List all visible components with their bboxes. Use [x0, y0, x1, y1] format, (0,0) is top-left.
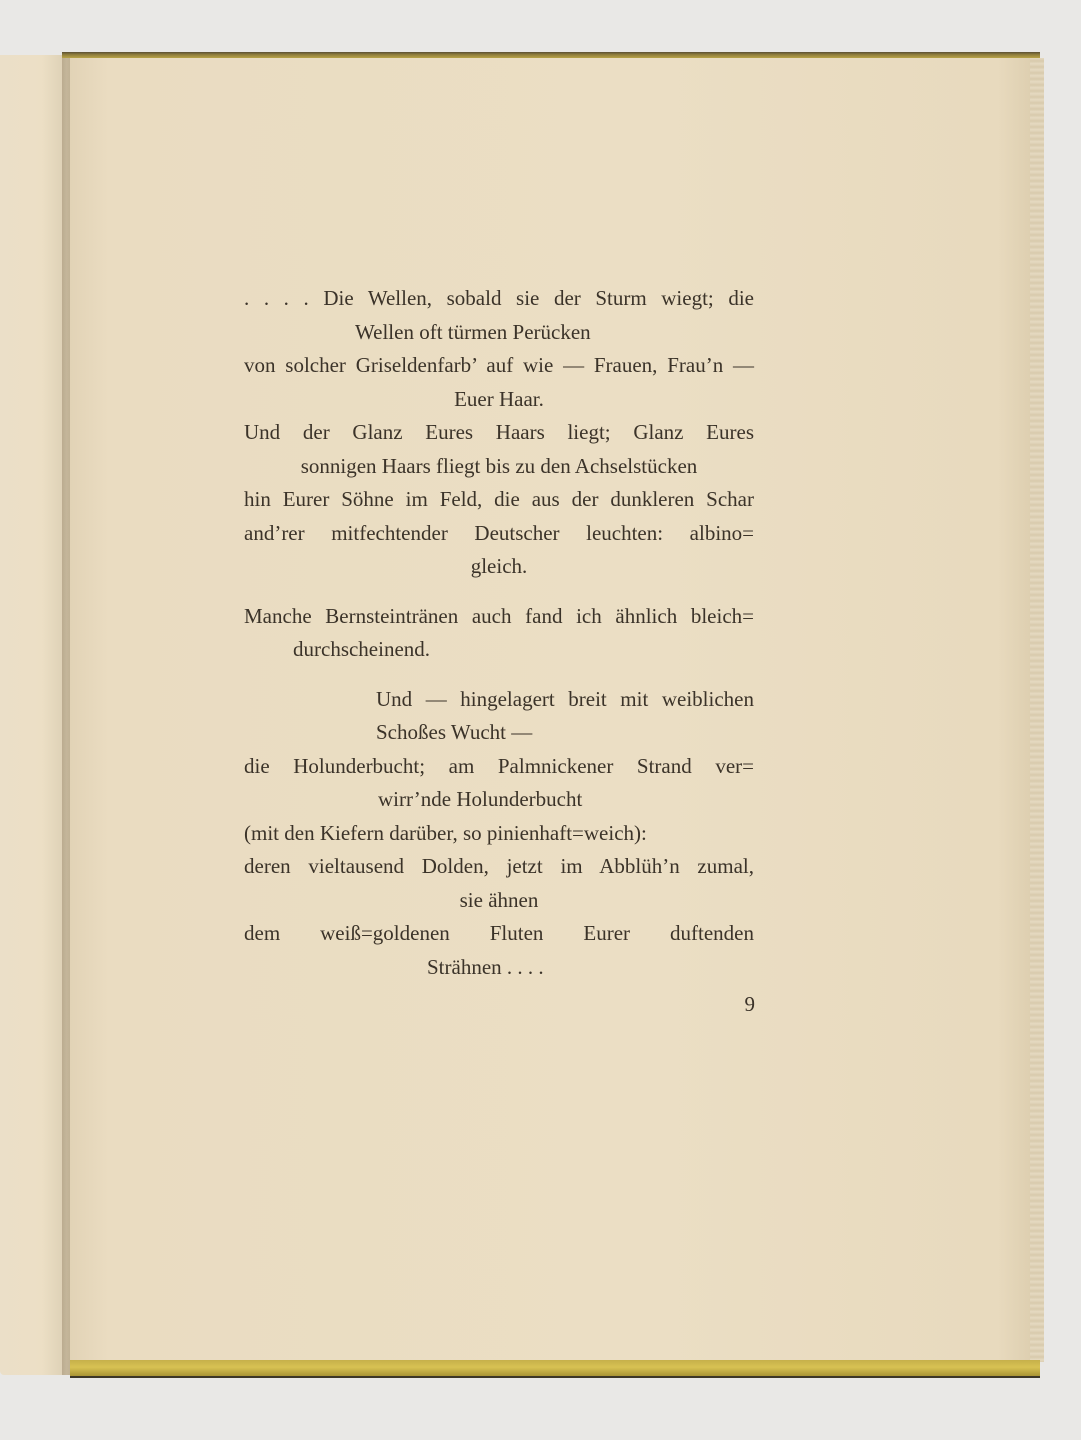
poem-line: Und der Glanz Eures Haars liegt; Glanz Eures [244, 420, 754, 444]
poem-line: (mit den Kiefern darüber, so pinienhaft=weich): [244, 820, 647, 845]
poem-line: sie ähnen [459, 887, 539, 912]
poem-line: gleich. [470, 554, 528, 578]
poem-line: dem weiß=goldenen Fluten Eurer duftenden [244, 921, 754, 945]
page-fore-edge [1030, 58, 1044, 1362]
poem-line: Euer Haar. [454, 386, 544, 411]
poem-line: Schoßes Wucht — [376, 720, 533, 744]
poem-line: Wellen oft türmen Perücken [355, 319, 591, 344]
poem-line: sonnigen Haars fliegt bis zu den Achselstücken [300, 453, 698, 478]
poem-line: and’rer mitfechtender Deutscher leuchten: albino= [244, 520, 754, 545]
poem-line: Und — hingelagert breit mit weiblichen [376, 686, 754, 711]
stanza-gap [244, 667, 754, 683]
left-page [0, 55, 70, 1375]
poem-line: durchscheinend. [293, 637, 431, 661]
poem-line: von solcher Griseldenfarb’ auf wie — Frauen, Frau’n — [244, 353, 754, 377]
page-number: 9 [744, 992, 755, 1016]
stanza-gap [244, 584, 754, 600]
poem-line: Strähnen . . . . [427, 954, 544, 979]
poem-text [244, 282, 754, 984]
binding-bottom-edge [70, 1360, 1040, 1378]
poem-line: die Holunderbucht; am Palmnickener Strand ver= [244, 753, 754, 778]
poem-line: hin Eurer Söhne im Feld, die aus der dunkleren Schar [244, 487, 754, 511]
poem-line: wirr’nde Holunderbucht [378, 787, 583, 811]
poem-line: Manche Bernsteintränen auch fand ich ähnlich bleich= [244, 603, 754, 628]
poem-line: deren vieltausend Dolden, jetzt im Abblüh’n zumal, [244, 854, 754, 878]
poem-line: . . . . Die Wellen, sobald sie der Sturm wiegt; die [244, 286, 754, 310]
